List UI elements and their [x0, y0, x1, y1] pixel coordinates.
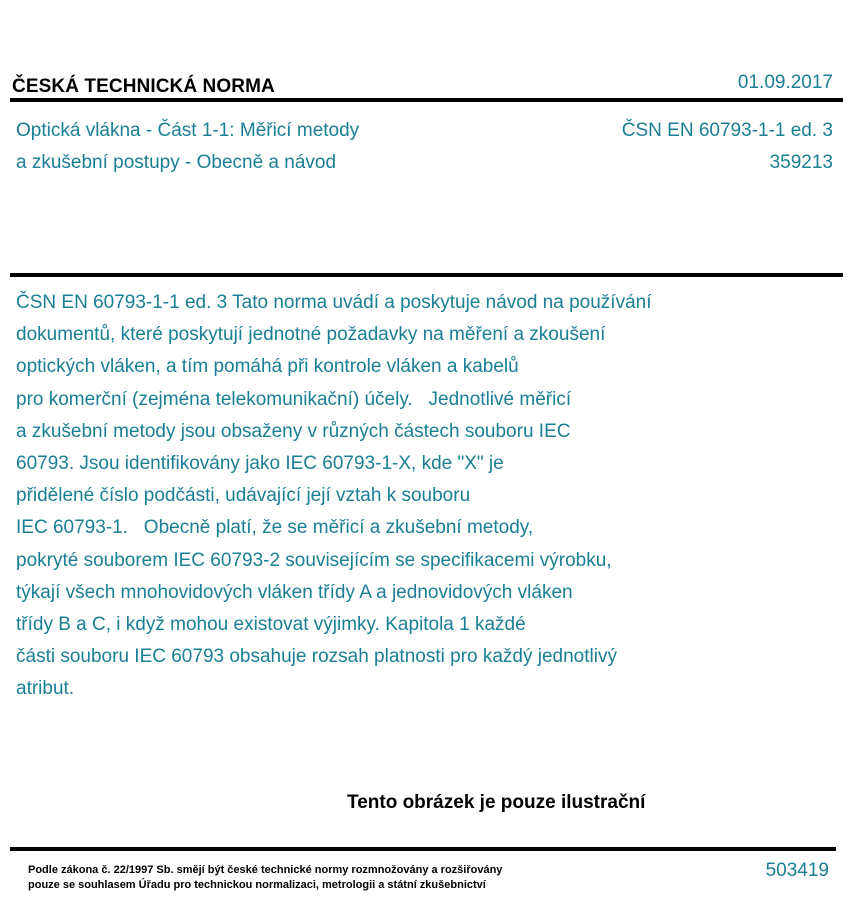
- legal-notice: [28, 863, 502, 893]
- abstract-line: ČSN EN 60793-1-1 ed. 3 Tato norma uvádí a poskytuje návod na používání: [16, 292, 652, 313]
- abstract-line: a zkušební metody jsou obsaženy v různých částech souboru IEC: [16, 420, 571, 442]
- section-divider: [10, 273, 843, 277]
- standard-identifier: [622, 115, 833, 179]
- subject-line: a zkušební postupy - Obecně a návod: [16, 152, 337, 173]
- legal-line: Podle zákona č. 22/1997 Sb. smějí být české technické normy rozmnožovány a rozšiřovány: [28, 864, 503, 876]
- header-divider: [10, 98, 843, 102]
- abstract-line: 60793. Jsou identifikovány jako IEC 60793-1-X, kde "X" je: [16, 453, 504, 475]
- publication-date: 01.09.2017: [737, 72, 833, 93]
- standard-subject: [16, 115, 359, 179]
- classification-code: 359213: [769, 152, 833, 173]
- document-type-title: ČESKÁ TECHNICKÁ NORMA: [12, 76, 275, 97]
- document-number: 503419: [765, 860, 829, 881]
- subject-line: Optická vlákna - Část 1-1: Měřicí metody: [16, 120, 360, 141]
- abstract-line: optických vláken, a tím pomáhá při kontrole vláken a kabelů: [16, 356, 519, 378]
- legal-line: pouze se souhlasem Úřadu pro technickou normalizaci, metrologii a státní zkušebnictví: [28, 879, 486, 891]
- abstract-line: atribut.: [16, 678, 75, 700]
- abstract-line: části souboru IEC 60793 obsahuje rozsah platnosti pro každý jednotlivý: [16, 646, 617, 668]
- abstract-line: dokumentů, které poskytují jednotné požadavky na měření a zkoušení: [16, 324, 606, 346]
- abstract-line: týkají všech mnohovidových vláken třídy A a jednovidových vláken: [16, 581, 573, 603]
- abstract-line: třídy B a C, i když mohou existovat výjimky. Kapitola 1 každé: [16, 614, 526, 636]
- illustration-notice: Tento obrázek je pouze ilustrační: [347, 792, 646, 813]
- standard-designation: ČSN EN 60793-1-1 ed. 3: [621, 120, 833, 141]
- abstract-line: přidělené číslo podčásti, udávající její vztah k souboru: [16, 485, 471, 507]
- abstract-line: IEC 60793-1. Obecně platí, že se měřicí a zkušební metody,: [16, 517, 534, 539]
- abstract-line: pokryté souborem IEC 60793-2 souvisejícím se specifikacemi výrobku,: [16, 549, 612, 571]
- abstract-line: pro komerční (zejména telekomunikační) účely. Jednotlivé měřicí: [16, 388, 572, 410]
- abstract-text: [16, 287, 652, 706]
- footer-divider: [10, 847, 836, 851]
